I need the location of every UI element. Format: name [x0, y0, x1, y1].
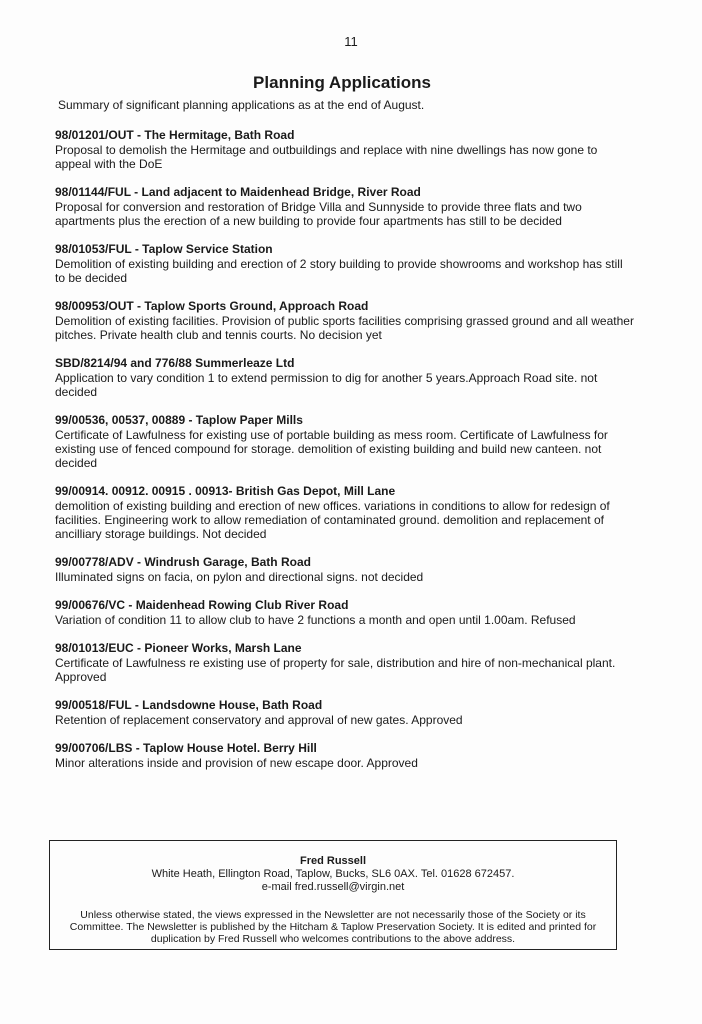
application-item — [55, 555, 635, 584]
application-item — [55, 641, 635, 684]
application-description: Variation of condition 11 to allow club to have 2 functions a month and open until 1.00am. Refused — [55, 613, 576, 627]
application-heading: 98/01201/OUT - The Hermitage, Bath Road — [55, 128, 295, 142]
applications-list — [55, 128, 635, 784]
application-description: Retention of replacement conservatory and approval of new gates. Approved — [55, 713, 463, 727]
application-heading: 98/01144/FUL - Land adjacent to Maidenhead Bridge, River Road — [55, 185, 421, 199]
application-description: Demolition of existing facilities. Provision of public sports facilities comprising grassed ground and all weather pitches. Private health club and tennis courts. No decision yet — [55, 314, 634, 342]
application-heading: 99/00676/VC - Maidenhead Rowing Club River Road — [55, 598, 349, 612]
editor-contact-box — [49, 840, 617, 950]
application-item — [55, 185, 635, 228]
application-item — [55, 698, 635, 727]
application-item — [55, 413, 635, 470]
application-heading: 98/01053/FUL - Taplow Service Station — [55, 242, 273, 256]
application-heading: 98/01013/EUC - Pioneer Works, Marsh Lane — [55, 641, 302, 655]
application-description: Certificate of Lawfulness re existing use of property for sale, distribution and hire of non-mechanical plant. Approved — [55, 656, 616, 684]
application-description: Proposal to demolish the Hermitage and outbuildings and replace with nine dwellings has now gone to appeal with the DoE — [55, 143, 598, 171]
editor-contact — [50, 841, 616, 894]
disclaimer-text: Unless otherwise stated, the views expressed in the Newsletter are not necessarily those of the Society or its Committee. The Newsletter is published by the Hitcham & Taplow Preservation Society. It is edited and printed for duplication by Fred Russell who welcomes contributions to the above address. — [69, 909, 597, 945]
application-heading: 98/00953/OUT - Taplow Sports Ground, Approach Road — [55, 299, 369, 313]
editor-address: White Heath, Ellington Road, Taplow, Bucks, SL6 0AX. Tel. 01628 672457. — [151, 868, 515, 880]
page-number: 11 — [344, 34, 358, 49]
editor-name: Fred Russell — [299, 855, 367, 867]
application-description: Proposal for conversion and restoration of Bridge Villa and Sunnyside to provide three flats and two apartments plus the erection of a new building to provide four apartments has still to be decided — [55, 200, 582, 228]
editor-email: e-mail fred.russell@virgin.net — [261, 881, 405, 893]
application-description: Application to vary condition 1 to extend permission to dig for another 5 years.Approach Road site. not decided — [55, 371, 598, 399]
application-description: Certificate of Lawfulness for existing use of portable building as mess room. Certificate of Lawfulness for existing use of fenced compound for storage. demolition of existing building and build new canteen. not decided — [55, 428, 608, 470]
application-heading: 99/00706/LBS - Taplow House Hotel. Berry Hill — [55, 741, 317, 755]
application-heading: 99/00914. 00912. 00915 . 00913- British Gas Depot, Mill Lane — [55, 484, 396, 498]
page-title: Planning Applications — [253, 73, 431, 92]
application-heading: 99/00518/FUL - Landsdowne House, Bath Road — [55, 698, 323, 712]
application-description: demolition of existing building and erection of new offices. variations in conditions to allow for redesign of facilities. Engineering work to allow remediation of contaminated ground. demolition and replacement of ancilliary storage buildings. Not decided — [55, 499, 610, 541]
application-heading: 99/00778/ADV - Windrush Garage, Bath Road — [55, 555, 311, 569]
application-item — [55, 299, 635, 342]
application-description: Minor alterations inside and provision of new escape door. Approved — [55, 756, 418, 770]
application-description: Demolition of existing building and erection of 2 story building to provide showrooms and workshop has still to be decided — [55, 257, 623, 285]
application-item — [55, 128, 635, 171]
application-description: Illuminated signs on facia, on pylon and directional signs. not decided — [55, 570, 424, 584]
application-heading: SBD/8214/94 and 776/88 Summerleaze Ltd — [55, 356, 295, 370]
application-item — [55, 484, 635, 541]
application-item — [55, 741, 635, 770]
application-item — [55, 598, 635, 627]
application-heading: 99/00536, 00537, 00889 - Taplow Paper Mills — [55, 413, 303, 427]
application-item — [55, 242, 635, 285]
application-item — [55, 356, 635, 399]
summary-text: Summary of significant planning applications as at the end of August. — [58, 98, 425, 112]
